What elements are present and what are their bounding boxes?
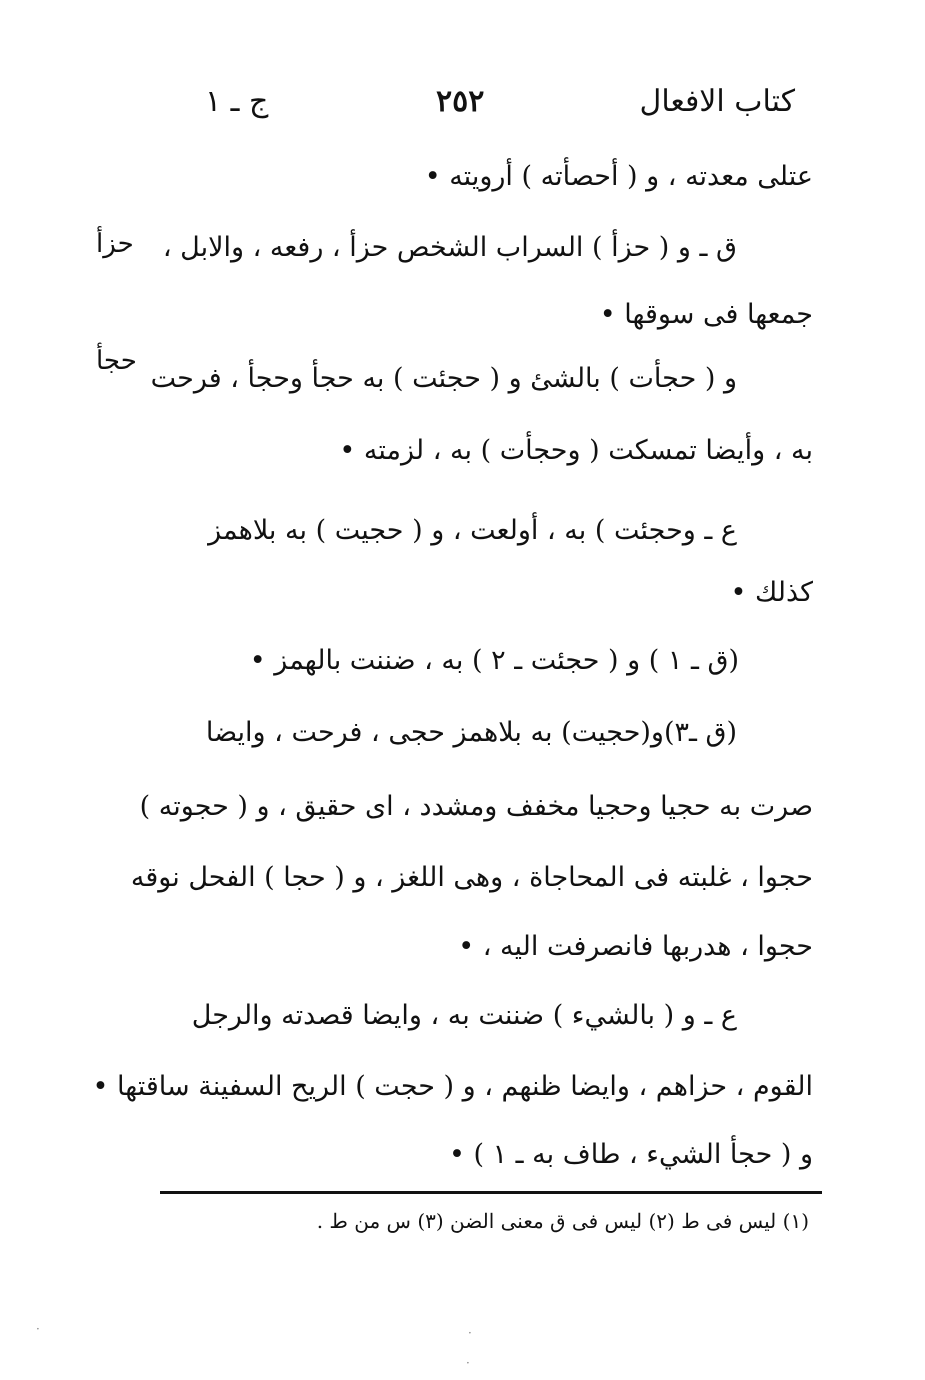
text-line: ق ـ و ( حزأ ) السراب الشخص حزأ ، رفعه ، والابل ، [162,232,737,263]
scan-speck: · [36,1322,40,1336]
scan-speck: · [468,1326,472,1340]
text-line: (ق ـ٣)و(حجيت) به بلاهمز حجى ، فرحت ، وايضا [205,717,737,748]
text-line: كذلك • [730,577,813,608]
margin-headword: حزأ [96,229,134,259]
footnote: (١) ليس فى ط (٢) ليس فى ق معنى الضن (٣) س من ط . [316,1209,809,1233]
text-line: جمعها فى سوقها • [599,299,813,330]
volume-number: ج ـ ١ [205,84,269,119]
footnote-rule [160,1191,822,1194]
text-line: حجوا ، هدربها فانصرفت اليه ، • [458,931,813,962]
scan-speck: · [466,1356,470,1370]
text-line: (ق ـ ١ ) و ( حجئت ـ ٢ ) به ، ضننت بالهمز • [249,645,739,676]
text-line: عتلى معدته ، و ( أحصأته ) أرويته • [424,161,813,192]
text-line: صرت به حجيا وحجيا مخفف ومشدد ، اى حقيق ، و ( حجوته ) [139,791,813,822]
text-line: حجوا ، غلبته فى المحاجاة ، وهى اللغز ، و ( حجا ) الفحل نوقه [130,862,813,893]
running-title: كتاب الافعال [639,84,795,119]
text-line: ع ـ و ( بالشيء ) ضننت به ، وايضا قصدته والرجل [191,1000,737,1031]
text-line: و ( حجأ الشيء ، طاف به ـ ١ ) • [448,1139,813,1170]
text-line: القوم ، حزاهم ، وايضا ظنهم ، و ( حجت ) الريح السفينة ساقتها • [92,1071,813,1102]
margin-headword: حجأ [96,346,137,376]
text-line: به ، وأيضا تمسكت ( وحجأت ) به ، لزمته • [339,435,813,466]
page-number: ٢٥٢ [436,84,485,119]
text-line: ع ـ وحجئت ) به ، أولعت ، و ( حجيت ) به بلاهمز [208,515,737,546]
text-line: و ( حجأت ) بالشئ و ( حجئت ) به حجأ وحجأ ، فرحت [150,363,737,394]
